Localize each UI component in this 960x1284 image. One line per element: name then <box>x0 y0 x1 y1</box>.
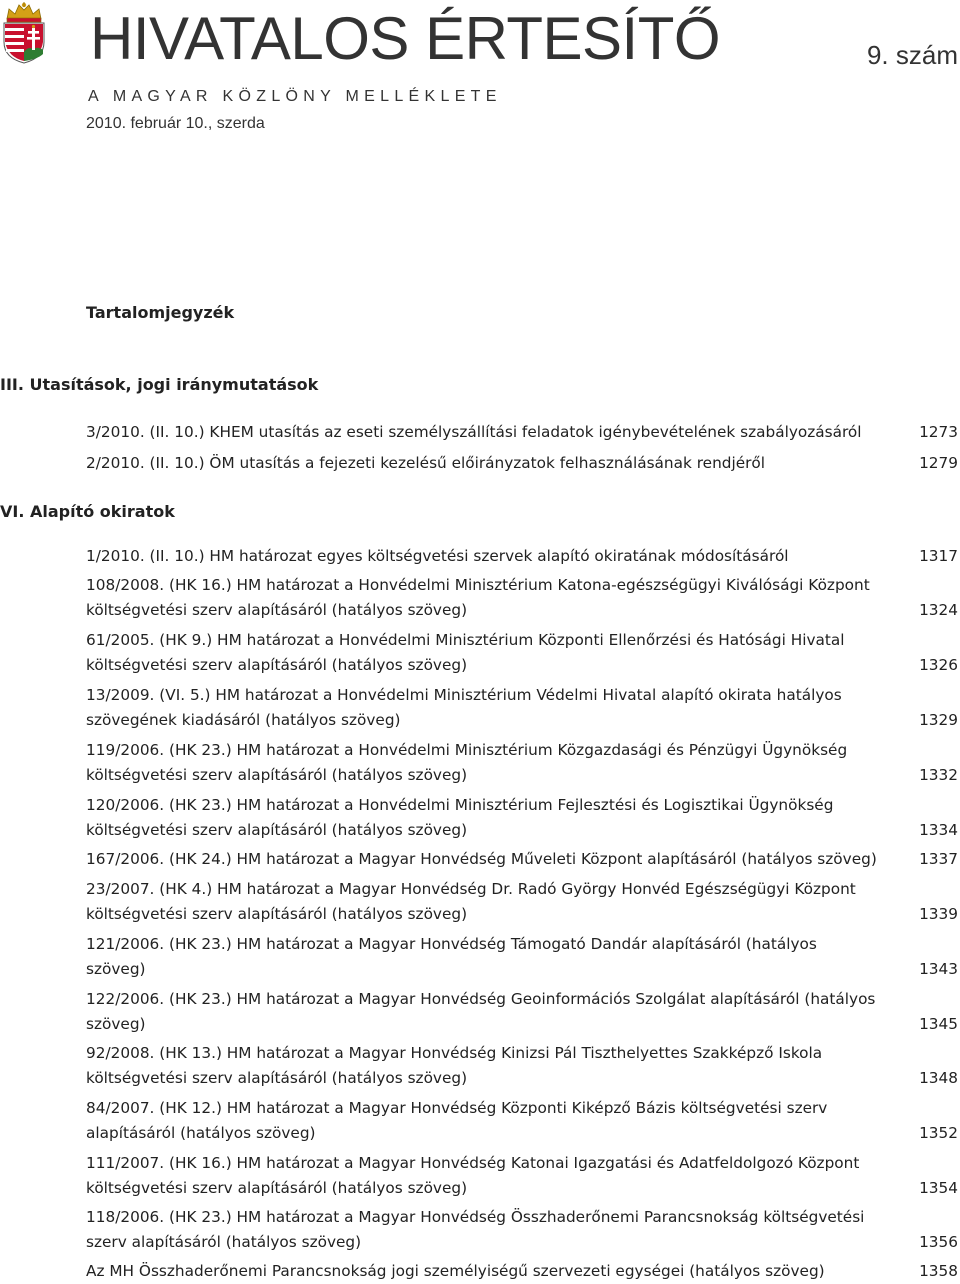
toc-entry-page: 1334 <box>919 821 958 839</box>
toc-entry-page: 1345 <box>919 1015 958 1033</box>
issue-number: 9. szám <box>866 40 958 70</box>
toc-entry-text: 118/2006. (HK 23.) HM határozat a Magyar Honvédség Összhaderőnemi Parancsnokság költségvetési <box>86 1208 865 1226</box>
toc-entry-text: 120/2006. (HK 23.) HM határozat a Honvédelmi Minisztérium Fejlesztési és Logisztikai Ügynökség <box>86 796 834 814</box>
section-heading: VI. Alapító okiratok <box>0 502 175 521</box>
toc-entry-page: 1317 <box>919 547 958 565</box>
toc-entry-text: költségvetési szerv alapításáról (hatályos szöveg) <box>86 656 468 674</box>
toc-entry-page: 1356 <box>919 1233 958 1251</box>
toc-entry-page: 1337 <box>919 850 958 868</box>
toc-entry-text: költségvetési szerv alapításáról (hatályos szöveg) <box>86 601 468 619</box>
toc-entry-page: 1326 <box>919 656 958 674</box>
toc-entry-text: 121/2006. (HK 23.) HM határozat a Magyar Honvédség Támogató Dandár alapításáról (hatályos <box>86 935 817 953</box>
toc-entry-page: 1354 <box>919 1179 958 1197</box>
toc-entry-text: 111/2007. (HK 16.) HM határozat a Magyar Honvédség Katonai Igazgatási és Adatfeldolgozó Központ <box>86 1154 860 1172</box>
toc-entry-text: Az MH Összhaderőnemi Parancsnokság jogi személyiségű szervezeti egységei (hatályos szöveg) <box>86 1262 825 1280</box>
toc-entry-page: 1329 <box>919 711 958 729</box>
toc-entry[interactable] <box>86 1096 958 1146</box>
toc-entry[interactable] <box>86 420 958 445</box>
toc-entry-text: 23/2007. (HK 4.) HM határozat a Magyar Honvédség Dr. Radó György Honvéd Egészségügyi Központ <box>86 880 856 898</box>
toc-entry-text: 3/2010. (II. 10.) KHEM utasítás az eseti személyszállítási feladatok igénybevételének szabályozásáról <box>86 423 862 441</box>
publication-subtitle: A MAGYAR KÖZLÖNY MELLÉKLETE <box>88 88 502 105</box>
toc-entry[interactable] <box>86 544 958 569</box>
toc-entry-text: 122/2006. (HK 23.) HM határozat a Magyar Honvédség Geoinformációs Szolgálat alapításáról (hatályos <box>86 990 876 1008</box>
toc-entry[interactable] <box>86 1259 958 1284</box>
toc-entry-text: 13/2009. (VI. 5.) HM határozat a Honvédelmi Minisztérium Védelmi Hivatal alapító okirata hatályos <box>86 686 842 704</box>
publication-title: HIVATALOS ÉRTESÍTŐ <box>90 5 721 72</box>
toc-entry[interactable] <box>86 451 958 476</box>
toc-entry[interactable] <box>86 1041 958 1091</box>
section-heading: III. Utasítások, jogi iránymutatások <box>0 375 319 394</box>
toc-entry[interactable] <box>86 932 958 982</box>
toc-entry-text: költségvetési szerv alapításáról (hatályos szöveg) <box>86 766 468 784</box>
toc-entry-text: 1/2010. (II. 10.) HM határozat egyes költségvetési szervek alapító okiratának módosításáról <box>86 547 789 565</box>
toc-entry-page: 1339 <box>919 905 958 923</box>
publication-date: 2010. február 10., szerda <box>86 115 265 132</box>
toc-entry-page: 1343 <box>919 960 958 978</box>
toc-entry-text: 61/2005. (HK 9.) HM határozat a Honvédelmi Minisztérium Központi Ellenőrzési és Hatósági Hivatal <box>86 631 845 649</box>
toc-entry[interactable] <box>86 793 958 843</box>
toc-entry[interactable] <box>86 847 958 872</box>
toc-entry[interactable] <box>86 1151 958 1201</box>
toc-entry-page: 1352 <box>919 1124 958 1142</box>
toc-heading: Tartalomjegyzék <box>86 303 235 322</box>
toc-entry-page: 1332 <box>919 766 958 784</box>
toc-entry-page: 1273 <box>919 423 958 441</box>
toc-entry-text: költségvetési szerv alapításáról (hatályos szöveg) <box>86 821 468 839</box>
toc-entry-text: 92/2008. (HK 13.) HM határozat a Magyar Honvédség Kinizsi Pál Tiszthelyettes Szakképző Iskola <box>86 1044 823 1062</box>
toc-entry[interactable] <box>86 683 958 733</box>
toc-entry-text: szöveg) <box>86 960 146 978</box>
toc-entry[interactable] <box>86 1205 958 1255</box>
toc-entry-text: alapításáról (hatályos szöveg) <box>86 1124 316 1142</box>
coat-of-arms-icon <box>0 2 48 64</box>
toc-entry[interactable] <box>86 573 958 623</box>
toc-entry-text: szövegének kiadásáról (hatályos szöveg) <box>86 711 401 729</box>
toc-entry-page: 1358 <box>919 1262 958 1280</box>
toc-entry[interactable] <box>86 738 958 788</box>
toc-entry-text: 2/2010. (II. 10.) ÖM utasítás a fejezeti kezelésű előirányzatok felhasználásának rendjéről <box>86 454 766 472</box>
toc-entry-text: költségvetési szerv alapításáról (hatályos szöveg) <box>86 1179 468 1197</box>
toc-entry[interactable] <box>86 877 958 927</box>
toc-entry-page: 1324 <box>919 601 958 619</box>
toc-entry-text: költségvetési szerv alapításáról (hatályos szöveg) <box>86 1069 468 1087</box>
toc-entry-text: költségvetési szerv alapításáról (hatályos szöveg) <box>86 905 468 923</box>
toc-entry-text: szöveg) <box>86 1015 146 1033</box>
toc-entry-page: 1279 <box>919 454 958 472</box>
toc-entry-text: szerv alapításáról (hatályos szöveg) <box>86 1233 362 1251</box>
toc-entry[interactable] <box>86 987 958 1037</box>
toc-entry-page: 1348 <box>919 1069 958 1087</box>
toc-entry-text: 84/2007. (HK 12.) HM határozat a Magyar Honvédség Központi Kiképző Bázis költségvetési szerv <box>86 1099 828 1117</box>
toc-entry-text: 167/2006. (HK 24.) HM határozat a Magyar Honvédség Műveleti Központ alapításáról (hatályos szöveg) <box>86 850 877 868</box>
toc-entry-text: 108/2008. (HK 16.) HM határozat a Honvédelmi Minisztérium Katona-egészségügyi Kiválósági Központ <box>86 576 870 594</box>
toc-entry-text: 119/2006. (HK 23.) HM határozat a Honvédelmi Minisztérium Közgazdasági és Pénzügyi Ügynökség <box>86 741 848 759</box>
toc-entry[interactable] <box>86 628 958 678</box>
